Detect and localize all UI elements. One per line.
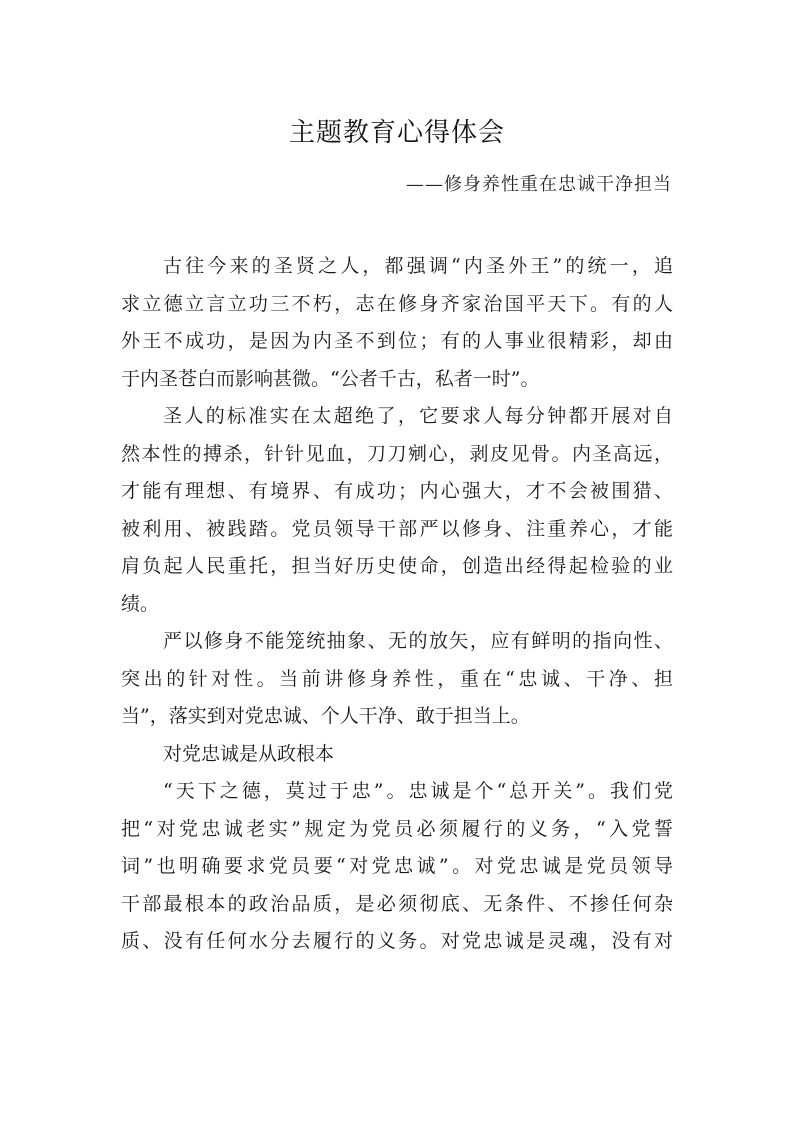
text-line: 严以修身不能笼统抽象、无的放矢，应有鲜明的指向性、 <box>163 630 673 652</box>
text-line: 被利用、被践踏。党员领导干部严以修身、注重养心，才能 <box>121 517 673 540</box>
text-line: 当”，落实到对党忠诚、个人干净、敢于担当上。 <box>121 705 530 727</box>
text-line: 词”也明确要求党员要“对党忠诚”。对党忠诚是党员领导 <box>121 855 673 877</box>
document-subtitle: ——修身养性重在忠诚干净担当 <box>406 174 672 195</box>
text-line: 古往今来的圣贤之人，都强调“内圣外王”的统一，追 <box>163 255 673 277</box>
document-body <box>121 248 673 961</box>
paragraph <box>121 248 673 398</box>
text-line: 求立德立言立功三不朽，志在修身齐家治国平天下。有的人 <box>121 292 673 315</box>
text-line: 肩负起人民重托，担当好历史使命，创造出经得起检验的业 <box>121 555 673 577</box>
paragraph <box>121 773 673 961</box>
paragraph <box>121 398 673 623</box>
section-heading <box>121 736 673 774</box>
text-line: 质、没有任何水分去履行的义务。对党忠诚是灵魂，没有对 <box>121 930 673 952</box>
text-line: 突出的针对性。当前讲修身养性，重在“忠诚、干净、担 <box>121 667 673 690</box>
text-line: 然本性的搏杀，针针见血，刀刀剜心，剥皮见骨。内圣高远， <box>121 442 673 465</box>
paragraph <box>121 623 673 736</box>
text-line: “天下之德，莫过于忠”。忠诚是个“总开关”。我们党 <box>163 780 673 802</box>
text-line: 干部最根本的政治品质，是必须彻底、无条件、不掺任何杂 <box>121 892 673 915</box>
text-line: 把“对党忠诚老实”规定为党员必须履行的义务，“入党誓 <box>121 817 673 840</box>
text-line: 才能有理想、有境界、有成功；内心强大，才不会被围猎、 <box>121 480 673 502</box>
text-line: 外王不成功，是因为内圣不到位；有的人事业很精彩，却由 <box>121 330 673 352</box>
text-line: 绩。 <box>121 592 160 615</box>
document-title: 主题教育心得体会 <box>288 118 505 148</box>
heading-line: 对党忠诚是从政根本 <box>163 742 335 765</box>
text-line: 于内圣苍白而影响甚微。“公者千古，私者一时”。 <box>121 367 540 390</box>
text-line: 圣人的标准实在太超绝了，它要求人每分钟都开展对自 <box>163 405 673 427</box>
